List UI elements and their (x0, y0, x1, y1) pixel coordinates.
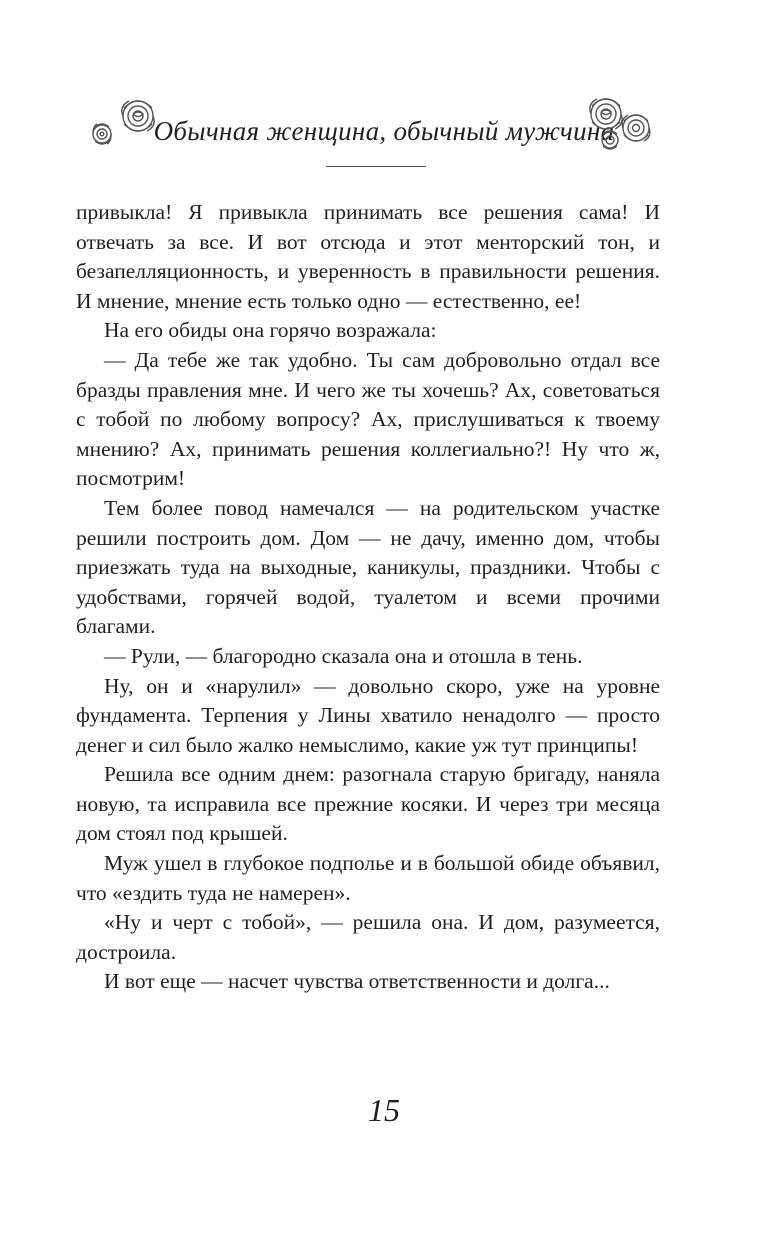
paragraph: — Да тебе же так удобно. Ты сам добровольно отдал все бразды правления мне. И чего же ты хочешь? Ах, советоваться с тобой по любому вопросу? Ах, прислушиваться к твоему мнению? Ах, принимать решения коллегиально?! Ну что ж, посмотрим! (76, 347, 660, 491)
paragraph: Ну, он и «нарулил» — довольно скоро, уже на уровне фундамента. Терпения у Лины хватило ненадолго — просто денег и сил было жалко немыслимо, какие уж тут принципы! (76, 673, 660, 757)
paragraph: «Ну и черт с тобой», — решила она. И дом, разумеется, достроила. (76, 910, 660, 964)
rose-cluster-icon (580, 92, 660, 154)
paragraph: Решила все одним днем: разогнала старую бригаду, наняла новую, та исправила все прежние косяки. И через три месяца дом стоял под крышей. (76, 762, 660, 846)
paragraph: И вот еще — насчет чувства ответственности и долга... (104, 969, 610, 994)
page-number: 15 (368, 1092, 400, 1128)
paragraph: Тем более повод намечался — на родительском участке решили построить дом. Дом — не дачу, именно дом, чтобы приезжать туда на выходные, каникулы, праздники. Чтобы с удобствами, горячей водой, туалетом и всеми прочими благами. (76, 495, 660, 639)
header-rule (326, 166, 426, 167)
running-title: Обычная женщина, обычный мужчина (153, 116, 615, 146)
paragraph: Муж ушел в глубокое подполье и в большой обиде объявил, что «ездить туда не намерен». (76, 851, 660, 905)
body-text (76, 198, 660, 997)
running-header (0, 88, 768, 198)
paragraph: — Рули, — благородно сказала она и отошла в тень. (104, 643, 583, 668)
paragraph: На его обиды она горячо возражала: (104, 318, 437, 343)
paragraph: привыкла! Я привыкла принимать все решения сама! И отвечать за все. И вот отсюда и этот менторский тон, и безапелляционность, и уверенность в правильности решения. И мнение, мнение есть только одно — естественно, ее! (76, 200, 660, 313)
